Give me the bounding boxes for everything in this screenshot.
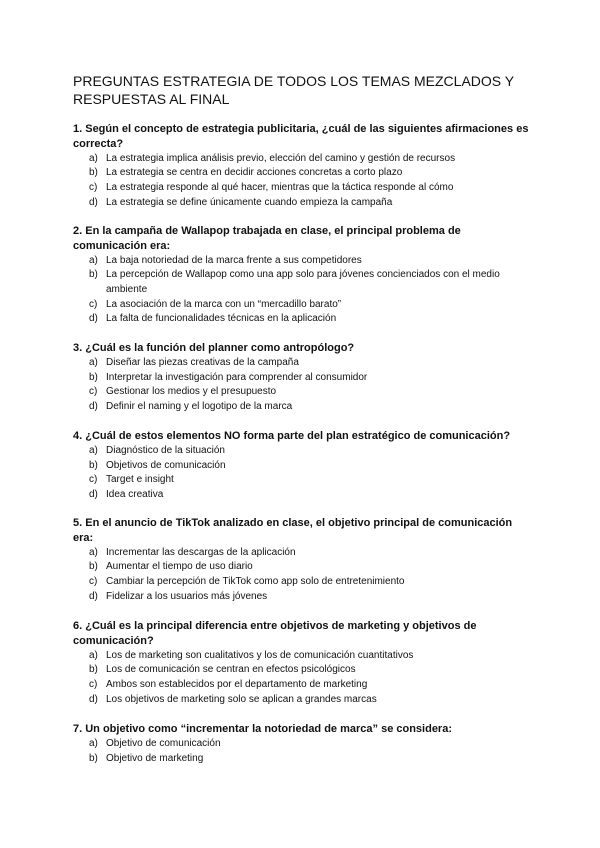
option-letter: a) [89, 254, 98, 266]
question-3 [73, 341, 533, 415]
option-text: Diseñar las piezas creativas de la campaña [106, 357, 299, 368]
option-d [73, 196, 533, 211]
question-text: 7. Un objetivo como “incrementar la notoriedad de marca” se considera: [73, 723, 452, 735]
option-letter: c) [89, 386, 98, 398]
option-c [73, 181, 533, 196]
question-4 [73, 429, 533, 503]
option-a [73, 254, 533, 269]
option-letter: d) [89, 313, 98, 325]
option-c [73, 473, 533, 488]
options-list [73, 649, 533, 708]
option-b [73, 166, 533, 181]
options-list [73, 444, 533, 503]
option-text: La estrategia se define únicamente cuando empieza la campaña [106, 196, 393, 208]
option-letter: c) [89, 298, 98, 310]
option-text: Los objetivos de marketing solo se aplican a grandes marcas [106, 693, 377, 705]
option-letter: a) [89, 445, 98, 456]
option-a [73, 152, 533, 167]
options-list [73, 152, 533, 211]
question-text: 5. En el anuncio de TikTok analizado en clase, el objetivo principal de comunicación era: [73, 517, 513, 544]
option-a [73, 737, 533, 752]
option-d [73, 488, 533, 503]
option-c [73, 298, 533, 313]
document-title [73, 72, 543, 108]
option-letter: d) [89, 489, 98, 501]
option-text: Definir el naming y el logotipo de la marca [106, 401, 293, 413]
question-text: 1. Según el concepto de estrategia publicitaria, ¿cuál de las siguientes afirmaciones es correcta? [73, 123, 529, 150]
option-letter: c) [89, 181, 98, 193]
question-text: 3. ¿Cuál es la función del planner como antropólogo? [73, 342, 355, 354]
question-text: 6. ¿Cuál es la principal diferencia entre objetivos de marketing y objetivos de comunicación? [73, 620, 477, 647]
question-text: 2. En la campaña de Wallapop trabajada en clase, el principal problema de comunicación era: [73, 225, 461, 252]
option-letter: b) [89, 664, 98, 676]
options-list [73, 737, 533, 766]
option-letter: b) [89, 167, 98, 179]
option-text: Los de marketing son cualitativos y los de comunicación cuantitativos [106, 649, 414, 661]
option-letter: b) [89, 752, 98, 764]
option-letter: b) [89, 459, 98, 471]
option-text: Objetivo de marketing [106, 752, 204, 764]
option-a [73, 649, 533, 664]
option-text: La estrategia se centra en decidir acciones concretas a corto plazo [106, 167, 403, 179]
question-1 [73, 122, 533, 210]
option-text: Target e insight [106, 474, 174, 486]
question-2 [73, 224, 533, 327]
option-text: La asociación de la marca con un “mercadillo barato” [106, 298, 342, 310]
option-text: Gestionar los medios y el presupuesto [106, 386, 277, 398]
option-letter: c) [89, 678, 98, 690]
option-text: La estrategia implica análisis previo, elección del camino y gestión de recursos [106, 152, 456, 164]
option-b [73, 371, 533, 386]
option-letter: b) [89, 561, 98, 573]
option-d [73, 590, 533, 605]
option-c [73, 678, 533, 693]
option-a [73, 444, 533, 459]
option-text: Objetivo de comunicación [106, 738, 221, 749]
option-c [73, 575, 533, 590]
option-text: La percepción de Wallapop como una app solo para jóvenes concienciados con el medio ambiente [106, 269, 500, 295]
option-b [73, 560, 533, 575]
option-text: La baja notoriedad de la marca frente a sus competidores [106, 254, 362, 266]
option-letter: a) [89, 738, 98, 749]
option-letter: d) [89, 590, 98, 602]
option-text: La falta de funcionalidades técnicas en la aplicación [106, 313, 337, 325]
options-list [73, 254, 533, 328]
question-6 [73, 619, 533, 707]
option-d [73, 400, 533, 415]
option-letter: d) [89, 196, 98, 208]
question-5 [73, 516, 533, 604]
option-d [73, 312, 533, 327]
option-text: La estrategia responde al qué hacer, mientras que la táctica responde al cómo [106, 181, 454, 193]
option-text: Ambos son establecidos por el departamento de marketing [106, 678, 368, 690]
option-text: Objetivos de comunicación [106, 459, 226, 471]
option-text: Fidelizar a los usuarios más jóvenes [106, 590, 268, 602]
option-a [73, 356, 533, 371]
option-b [73, 752, 533, 767]
question-7 [73, 722, 533, 766]
options-list [73, 546, 533, 605]
option-b [73, 663, 533, 678]
title-line-2: RESPUESTAS AL FINAL [73, 91, 230, 107]
option-d [73, 693, 533, 708]
option-text: Interpretar la investigación para comprender al consumidor [106, 371, 368, 383]
option-letter: a) [89, 546, 98, 558]
option-text: Idea creativa [106, 489, 164, 501]
option-text: Aumentar el tiempo de uso diario [106, 561, 253, 573]
title-line-1: PREGUNTAS ESTRATEGIA DE TODOS LOS TEMAS MEZCLADOS Y [73, 73, 515, 89]
option-text: Diagnóstico de la situación [106, 445, 225, 456]
options-list [73, 356, 533, 415]
option-letter: c) [89, 575, 98, 587]
option-b [73, 268, 533, 297]
option-a [73, 546, 533, 561]
option-letter: d) [89, 401, 98, 413]
option-letter: a) [89, 649, 98, 661]
option-letter: d) [89, 693, 98, 705]
option-c [73, 385, 533, 400]
option-letter: c) [89, 474, 98, 486]
option-text: Cambiar la percepción de TikTok como app solo de entretenimiento [106, 575, 405, 587]
option-letter: b) [89, 269, 98, 281]
option-text: Incrementar las descargas de la aplicación [106, 546, 296, 558]
question-text: 4. ¿Cuál de estos elementos NO forma parte del plan estratégico de comunicación? [73, 430, 511, 442]
option-letter: b) [89, 371, 98, 383]
option-text: Los de comunicación se centran en efectos psicológicos [106, 664, 356, 676]
option-b [73, 459, 533, 474]
option-letter: a) [89, 152, 98, 164]
option-letter: a) [89, 357, 98, 368]
